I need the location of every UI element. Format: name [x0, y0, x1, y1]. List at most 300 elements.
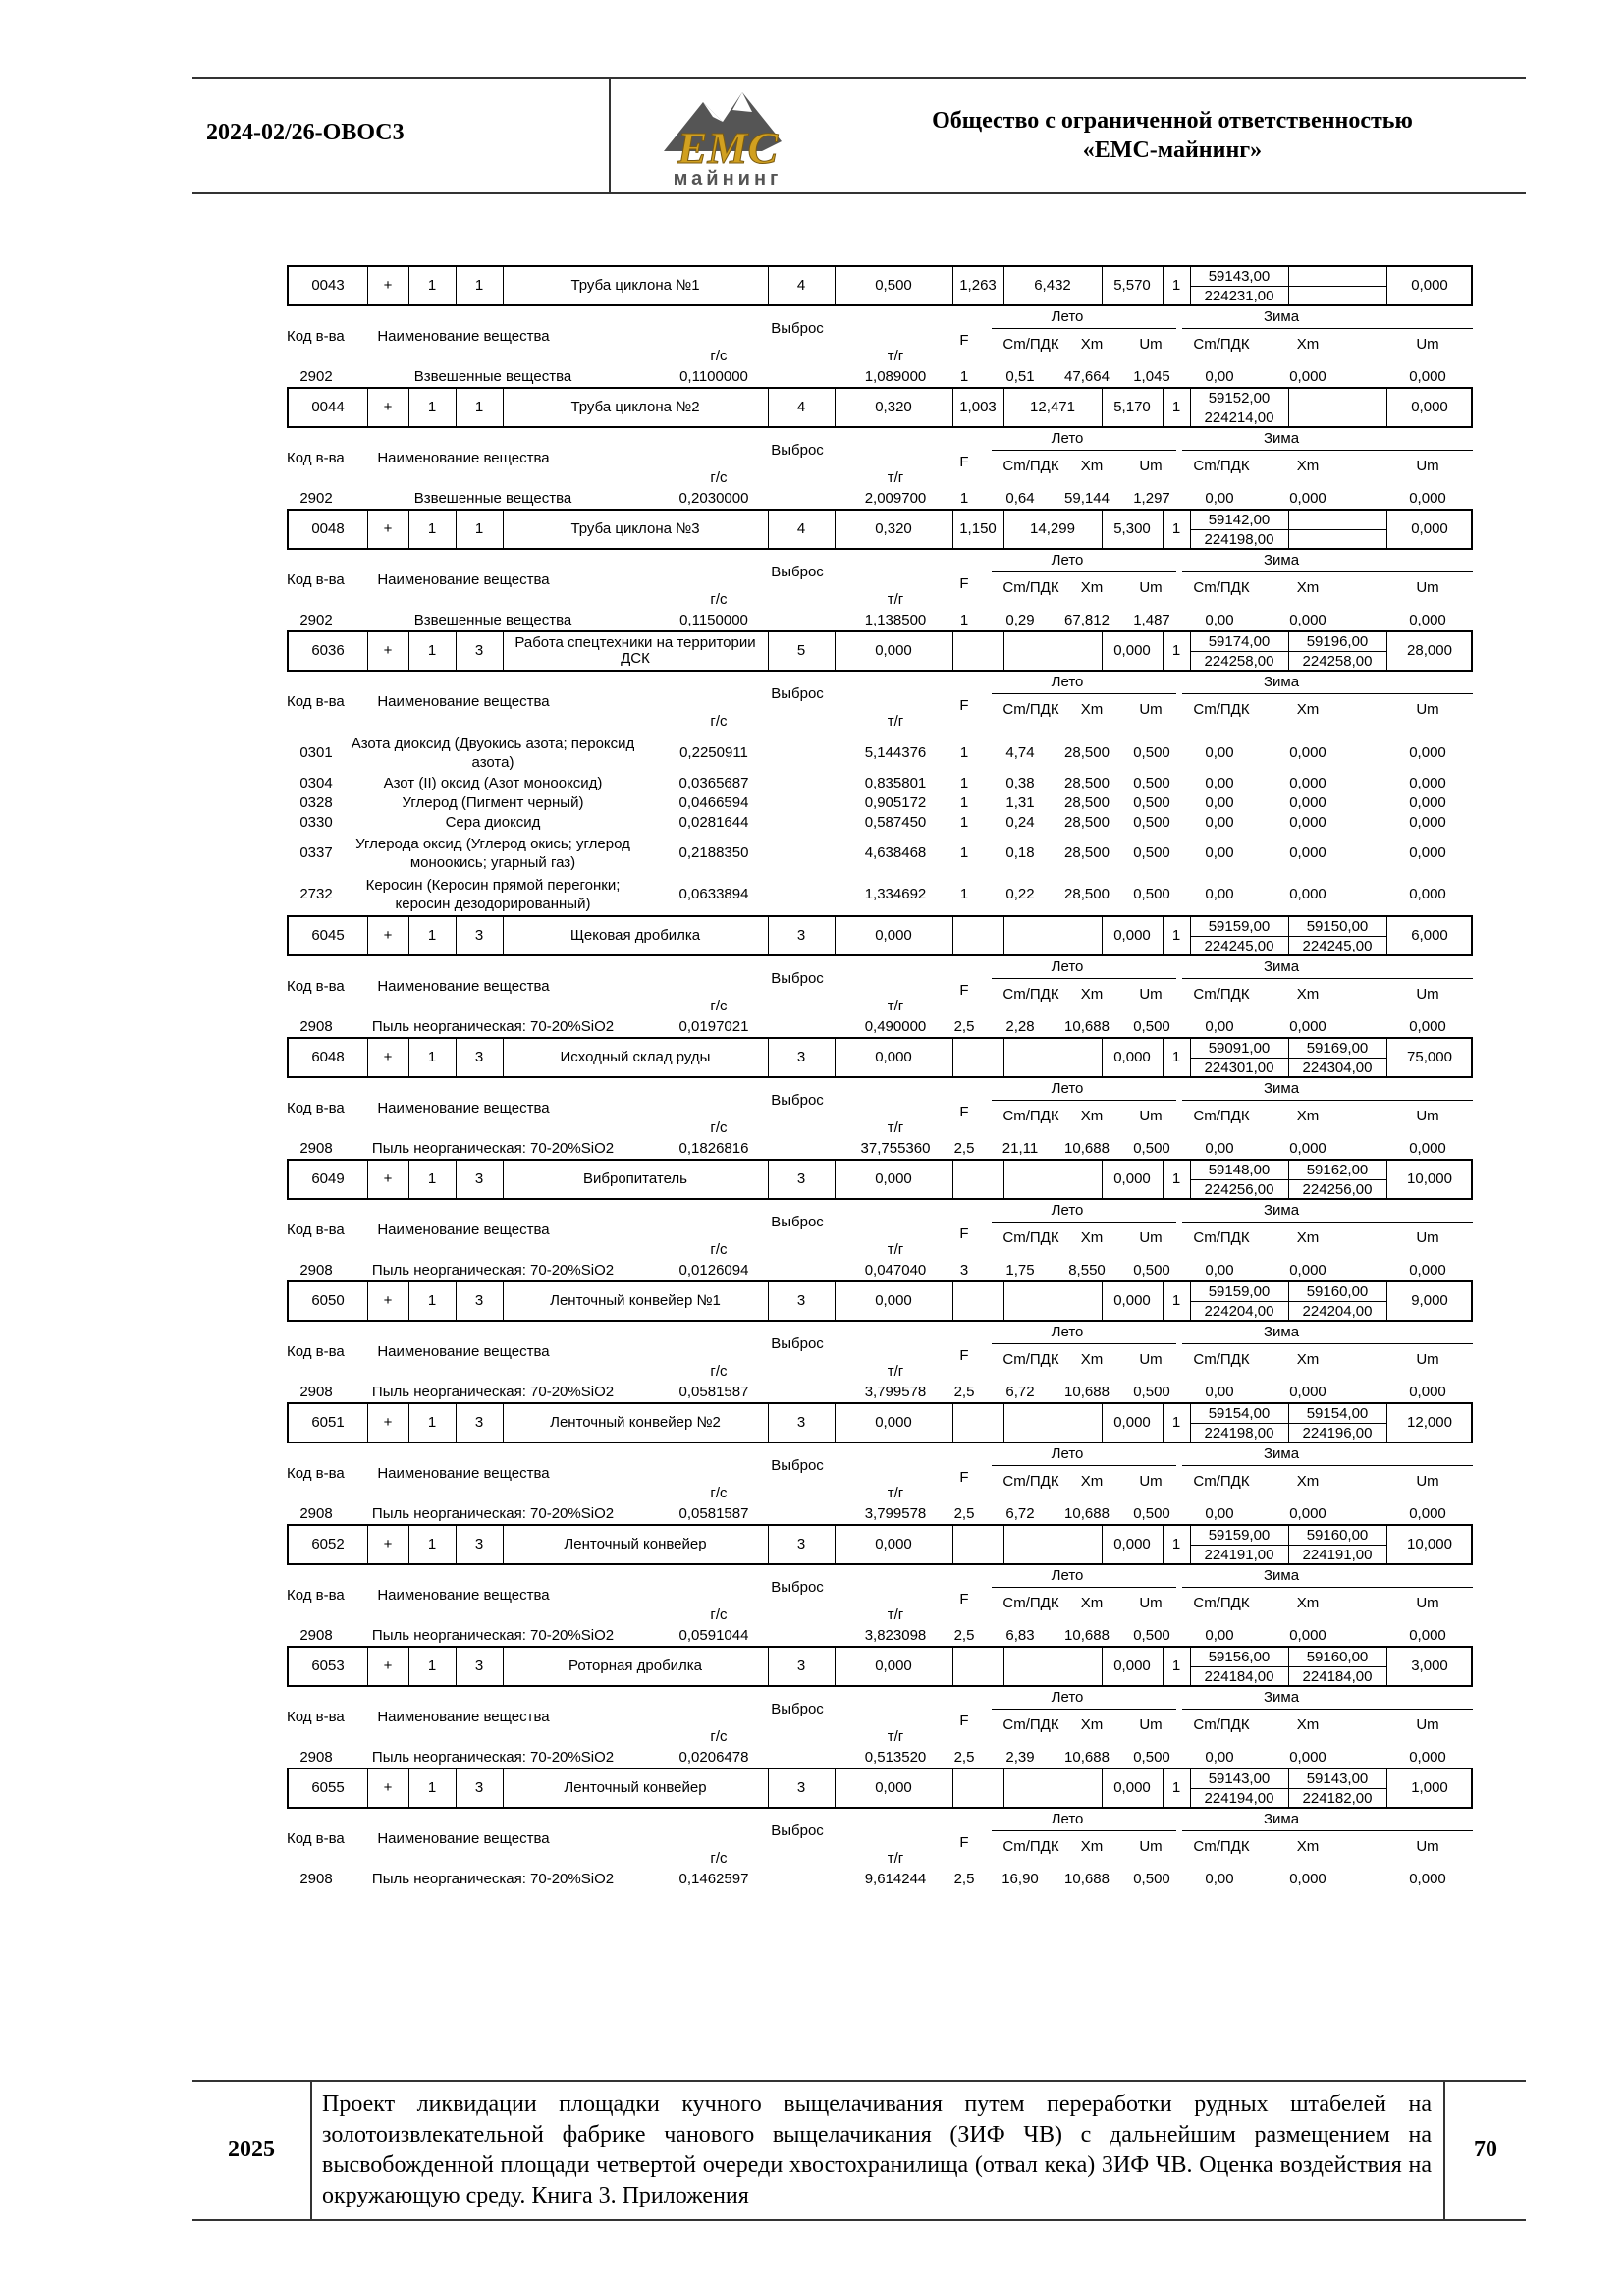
- page-footer: [192, 2080, 1526, 2221]
- label-um: Um: [1139, 579, 1163, 596]
- source-a: 1: [408, 1404, 457, 1442]
- label-tg: т/г: [887, 1363, 904, 1380]
- source-type: 5: [768, 632, 836, 670]
- summer-underline: [992, 1465, 1176, 1466]
- label-emission: Выброс: [771, 1335, 824, 1352]
- label-cm-winter: Cm/ПДК: [1193, 1838, 1250, 1855]
- winter-um: 0,000: [1409, 1749, 1446, 1766]
- winter-um: 0,000: [1409, 844, 1446, 861]
- label-summer: Лето: [1051, 1202, 1084, 1219]
- source-sign: +: [367, 1526, 409, 1563]
- winter-cm: 0,00: [1205, 1505, 1234, 1522]
- substance-code: 2902: [299, 490, 333, 507]
- winter-cm: 0,00: [1205, 744, 1234, 761]
- summer-um: 1,297: [1133, 490, 1170, 507]
- coord-y1: 224184,00: [1204, 1668, 1274, 1685]
- label-um: Um: [1139, 458, 1163, 474]
- source-num: 6052: [289, 1526, 368, 1563]
- source-h: 0,000: [835, 917, 953, 954]
- substance-row: [287, 833, 1473, 874]
- winter-xm: 0,000: [1289, 886, 1326, 902]
- summer-xm: 28,500: [1064, 775, 1110, 791]
- source-width: 9,000: [1411, 1292, 1448, 1309]
- label-cm-winter: Cm/ПДК: [1193, 1351, 1250, 1368]
- label-cm-winter: Cm/ПДК: [1193, 986, 1250, 1003]
- source-n: 1: [1163, 1526, 1191, 1563]
- source-h: 0,000: [835, 1282, 953, 1320]
- source-width: 0,000: [1411, 277, 1448, 294]
- coord-x2: 59160,00: [1306, 1283, 1369, 1300]
- source-n: 1: [1163, 511, 1191, 548]
- source-width: 12,000: [1407, 1414, 1452, 1431]
- summer-um: 1,045: [1133, 368, 1170, 385]
- coord-y1: 224258,00: [1204, 653, 1274, 670]
- source-row: [287, 1646, 1473, 1687]
- label-winter: Зима: [1263, 958, 1300, 975]
- source-a: 1: [408, 632, 457, 670]
- source-type: 3: [768, 1404, 836, 1442]
- winter-xm: 0,000: [1289, 844, 1326, 861]
- summer-um: 0,500: [1133, 775, 1170, 791]
- coord-x2: 59160,00: [1306, 1649, 1369, 1665]
- source-coordinates: [1190, 1526, 1387, 1563]
- coord-y1: 224231,00: [1204, 288, 1274, 304]
- substance-row: [287, 1017, 1473, 1037]
- summer-xm: 10,688: [1064, 1627, 1110, 1644]
- source-n: 1: [1163, 1648, 1191, 1685]
- label-cm: Cm/ПДК: [1002, 1229, 1059, 1246]
- coord-y2: [1288, 408, 1386, 428]
- label-code: Код в-ва: [287, 328, 345, 345]
- source-d: [952, 632, 1004, 670]
- label-summer: Лето: [1051, 308, 1084, 325]
- label-winter: Зима: [1263, 1811, 1300, 1827]
- source-row: [287, 1037, 1473, 1078]
- substance-code: 0304: [299, 775, 333, 791]
- label-tg: т/г: [887, 348, 904, 364]
- f-value: 2,5: [953, 1140, 975, 1157]
- source-h: 0,500: [835, 267, 953, 304]
- winter-xm: 0,000: [1289, 612, 1326, 628]
- summer-cm: 16,90: [1001, 1871, 1039, 1887]
- f-value: 1: [959, 844, 969, 861]
- org-line1: Общество с ограниченной ответственностью: [932, 108, 1413, 134]
- winter-um: 0,000: [1409, 886, 1446, 902]
- coord-y1: 224194,00: [1204, 1790, 1274, 1807]
- substance-code: 2908: [299, 1505, 333, 1522]
- substance-row: [287, 489, 1473, 509]
- emission-tg: 9,614244: [864, 1871, 927, 1887]
- substance-name: Керосин (Керосин прямой перегонки; керосин дезодорированный): [365, 877, 621, 912]
- source-h: 0,320: [835, 389, 953, 426]
- label-xm-winter: Xm: [1296, 701, 1320, 718]
- substance-code: 0301: [299, 744, 333, 761]
- substance-header: [287, 550, 1473, 611]
- source-h: 0,000: [835, 632, 953, 670]
- label-xm: Xm: [1080, 1716, 1104, 1733]
- label-gs: г/с: [710, 348, 728, 364]
- summer-xm: 28,500: [1064, 844, 1110, 861]
- label-cm-winter: Cm/ПДК: [1193, 579, 1250, 596]
- f-value: 1: [959, 814, 969, 831]
- emission-gs: 0,1100000: [679, 368, 748, 385]
- source-a: 1: [408, 511, 457, 548]
- label-winter: Зима: [1263, 1202, 1300, 1219]
- source-num: 6050: [289, 1282, 368, 1320]
- source-b: 3: [456, 1769, 504, 1807]
- coord-x2: 59150,00: [1306, 918, 1369, 935]
- substance-row: [287, 1504, 1473, 1524]
- winter-underline: [1182, 1830, 1473, 1831]
- summer-cm: 1,31: [1005, 794, 1035, 811]
- label-xm: Xm: [1080, 1595, 1104, 1611]
- label-name: Наименование вещества: [377, 693, 550, 710]
- label-winter: Зима: [1263, 1445, 1300, 1462]
- label-summer: Лето: [1051, 552, 1084, 569]
- summer-cm: 0,64: [1005, 490, 1035, 507]
- substance-code: 2908: [299, 1018, 333, 1035]
- emission-gs: 0,0126094: [678, 1262, 749, 1279]
- label-um: Um: [1139, 701, 1163, 718]
- label-um-winter: Um: [1416, 1595, 1439, 1611]
- label-summer: Лето: [1051, 1080, 1084, 1097]
- logo-text-bottom: майнинг: [673, 168, 783, 189]
- winter-cm: 0,00: [1205, 1384, 1234, 1400]
- source-name: Работа спецтехники на территории ДСК: [503, 632, 769, 670]
- substance-code: 2908: [299, 1749, 333, 1766]
- summer-um: 0,500: [1133, 1627, 1170, 1644]
- summer-cm: 6,83: [1005, 1627, 1035, 1644]
- source-width: 0,000: [1411, 399, 1448, 415]
- label-xm: Xm: [1080, 579, 1104, 596]
- source-coordinates: [1190, 1282, 1387, 1320]
- source-a: 1: [408, 1282, 457, 1320]
- source-width: 0,000: [1411, 520, 1448, 537]
- f-value: 2,5: [953, 1627, 975, 1644]
- coord-x2: 59162,00: [1306, 1162, 1369, 1178]
- coord-y1: 224198,00: [1204, 531, 1274, 548]
- label-emission: Выброс: [771, 442, 824, 459]
- page-header: [192, 77, 1526, 194]
- label-cm-winter: Cm/ПДК: [1193, 1473, 1250, 1490]
- winter-um: 0,000: [1409, 368, 1446, 385]
- substance-code: 2902: [299, 612, 333, 628]
- substance-name: Азот (II) оксид (Азот монооксид): [383, 775, 603, 791]
- winter-underline: [1182, 571, 1473, 572]
- label-cm: Cm/ПДК: [1002, 986, 1059, 1003]
- emission-gs: 0,1150000: [679, 612, 748, 628]
- source-name: Роторная дробилка: [503, 1648, 769, 1685]
- label-winter: Зима: [1263, 308, 1300, 325]
- label-f: F: [959, 1591, 969, 1607]
- source-sign: +: [367, 1769, 409, 1807]
- label-summer: Лето: [1051, 1324, 1084, 1340]
- summer-underline: [992, 1709, 1176, 1710]
- summer-cm: 0,22: [1005, 886, 1035, 902]
- emission-tg: 1,334692: [864, 886, 927, 902]
- f-value: 1: [959, 368, 969, 385]
- label-f: F: [959, 1834, 969, 1851]
- summer-cm: 0,29: [1005, 612, 1035, 628]
- coord-x2: [1288, 389, 1386, 408]
- source-row: [287, 1159, 1473, 1200]
- winter-cm: 0,00: [1205, 1749, 1234, 1766]
- source-type: 3: [768, 1282, 836, 1320]
- source-num: 0043: [289, 267, 368, 304]
- emission-tg: 1,089000: [864, 368, 927, 385]
- label-xm-winter: Xm: [1296, 1473, 1320, 1490]
- label-emission: Выброс: [771, 1457, 824, 1474]
- winter-xm: 0,000: [1289, 368, 1326, 385]
- winter-underline: [1182, 1465, 1473, 1466]
- label-tg: т/г: [887, 1119, 904, 1136]
- substance-row: [287, 1626, 1473, 1646]
- emission-gs: 0,0581587: [678, 1505, 749, 1522]
- winter-underline: [1182, 450, 1473, 451]
- winter-xm: 0,000: [1289, 775, 1326, 791]
- substance-name: Пыль неорганическая: 70-20%SiO2: [371, 1018, 615, 1035]
- label-cm-winter: Cm/ПДК: [1193, 1595, 1250, 1611]
- source-b: 3: [456, 632, 504, 670]
- source-d: 1,150: [952, 511, 1004, 548]
- source-d: [952, 1161, 1004, 1198]
- substance-header: [287, 1200, 1473, 1261]
- label-code: Код в-ва: [287, 450, 345, 466]
- source-w: [1003, 1526, 1103, 1563]
- source-n: 1: [1163, 1161, 1191, 1198]
- substance-header: [287, 306, 1473, 367]
- source-h: 0,000: [835, 1404, 953, 1442]
- source-name: Труба циклона №1: [503, 267, 769, 304]
- source-width: 75,000: [1407, 1049, 1452, 1065]
- source-name: Исходный склад руды: [503, 1039, 769, 1076]
- source-w: 14,299: [1003, 511, 1103, 548]
- source-v: 5,570: [1102, 267, 1164, 304]
- coord-x1: 59159,00: [1208, 1527, 1271, 1544]
- label-tg: т/г: [887, 1485, 904, 1501]
- source-a: 1: [408, 917, 457, 954]
- summer-underline: [992, 693, 1176, 694]
- label-emission: Выброс: [771, 1579, 824, 1596]
- f-value: 2,5: [953, 1384, 975, 1400]
- winter-um: 0,000: [1409, 775, 1446, 791]
- label-f: F: [959, 575, 969, 592]
- coord-x1: 59142,00: [1208, 512, 1271, 528]
- coord-x2: 59169,00: [1306, 1040, 1369, 1057]
- source-num: 6053: [289, 1648, 368, 1685]
- label-xm-winter: Xm: [1296, 1716, 1320, 1733]
- source-name: Ленточный конвейер: [503, 1526, 769, 1563]
- label-xm-winter: Xm: [1296, 986, 1320, 1003]
- label-winter: Зима: [1263, 1567, 1300, 1584]
- source-b: 3: [456, 1648, 504, 1685]
- label-gs: г/с: [710, 1850, 728, 1867]
- label-um-winter: Um: [1416, 458, 1439, 474]
- emission-tg: 5,144376: [864, 744, 927, 761]
- label-cm: Cm/ПДК: [1002, 1108, 1059, 1124]
- substance-code: 0337: [299, 844, 333, 861]
- f-value: 1: [959, 775, 969, 791]
- label-gs: г/с: [710, 998, 728, 1014]
- summer-xm: 28,500: [1064, 744, 1110, 761]
- label-tg: т/г: [887, 713, 904, 730]
- source-h: 0,000: [835, 1039, 953, 1076]
- source-coordinates: [1190, 1404, 1387, 1442]
- emission-gs: 0,0206478: [678, 1749, 749, 1766]
- f-value: 3: [959, 1262, 969, 1279]
- source-type: 3: [768, 1526, 836, 1563]
- emission-gs: 0,0281644: [678, 814, 749, 831]
- substance-row: [287, 813, 1473, 833]
- source-coordinates: [1190, 1039, 1387, 1076]
- substance-code: 0328: [299, 794, 333, 811]
- emission-gs: 0,0591044: [678, 1627, 749, 1644]
- winter-cm: 0,00: [1205, 886, 1234, 902]
- source-b: 3: [456, 1282, 504, 1320]
- winter-xm: 0,000: [1289, 1627, 1326, 1644]
- label-um: Um: [1139, 1595, 1163, 1611]
- header-divider: [609, 79, 611, 192]
- source-a: 1: [408, 1161, 457, 1198]
- label-name: Наименование вещества: [377, 1830, 550, 1847]
- winter-underline: [1182, 1709, 1473, 1710]
- source-coordinates: [1190, 632, 1387, 670]
- winter-cm: 0,00: [1205, 814, 1234, 831]
- coord-x2: [1288, 267, 1386, 287]
- coord-y2: 224196,00: [1302, 1425, 1373, 1442]
- label-um-winter: Um: [1416, 336, 1439, 353]
- label-name: Наименование вещества: [377, 978, 550, 995]
- label-name: Наименование вещества: [377, 571, 550, 588]
- source-name: Ленточный конвейер №1: [503, 1282, 769, 1320]
- summer-underline: [992, 978, 1176, 979]
- coord-x1: 59174,00: [1208, 633, 1271, 650]
- label-summer: Лето: [1051, 1567, 1084, 1584]
- source-n: 1: [1163, 1404, 1191, 1442]
- source-coordinates: [1190, 267, 1387, 304]
- source-sign: +: [367, 917, 409, 954]
- summer-cm: 0,24: [1005, 814, 1035, 831]
- emission-gs: 0,0633894: [678, 886, 749, 902]
- source-n: 1: [1163, 1282, 1191, 1320]
- substance-header: [287, 1809, 1473, 1870]
- source-a: 1: [408, 1039, 457, 1076]
- summer-xm: 8,550: [1068, 1262, 1106, 1279]
- winter-underline: [1182, 1100, 1473, 1101]
- label-tg: т/г: [887, 1728, 904, 1745]
- label-cm: Cm/ПДК: [1002, 336, 1059, 353]
- label-tg: т/г: [887, 998, 904, 1014]
- label-code: Код в-ва: [287, 693, 345, 710]
- source-v: 0,000: [1102, 1769, 1164, 1807]
- summer-xm: 10,688: [1064, 1505, 1110, 1522]
- winter-um: 0,000: [1409, 1384, 1446, 1400]
- source-w: 12,471: [1003, 389, 1103, 426]
- source-v: 0,000: [1102, 1161, 1164, 1198]
- winter-cm: 0,00: [1205, 612, 1234, 628]
- summer-underline: [992, 1587, 1176, 1588]
- label-xm-winter: Xm: [1296, 1351, 1320, 1368]
- emission-tg: 0,047040: [864, 1262, 927, 1279]
- emission-tg: 37,755360: [860, 1140, 931, 1157]
- summer-cm: 0,38: [1005, 775, 1035, 791]
- label-cm: Cm/ПДК: [1002, 1838, 1059, 1855]
- substance-row: [287, 1261, 1473, 1280]
- substance-header: [287, 428, 1473, 489]
- source-row: [287, 509, 1473, 550]
- label-code: Код в-ва: [287, 1709, 345, 1725]
- source-w: [1003, 1282, 1103, 1320]
- label-xm: Xm: [1080, 1229, 1104, 1246]
- winter-um: 0,000: [1409, 1627, 1446, 1644]
- label-cm-winter: Cm/ПДК: [1193, 1108, 1250, 1124]
- label-um: Um: [1139, 1108, 1163, 1124]
- source-w: 6,432: [1003, 267, 1103, 304]
- winter-xm: 0,000: [1289, 814, 1326, 831]
- coord-x2: 59143,00: [1306, 1770, 1369, 1787]
- winter-cm: 0,00: [1205, 1262, 1234, 1279]
- emission-tg: 0,587450: [864, 814, 927, 831]
- substance-name: Взвешенные вещества: [413, 490, 572, 507]
- label-gs: г/с: [710, 591, 728, 608]
- winter-xm: 0,000: [1289, 794, 1326, 811]
- label-gs: г/с: [710, 1119, 728, 1136]
- source-v: 0,000: [1102, 1282, 1164, 1320]
- label-um-winter: Um: [1416, 1838, 1439, 1855]
- source-sign: +: [367, 632, 409, 670]
- document-code: 2024-02/26-ОВОС3: [206, 120, 405, 145]
- label-xm: Xm: [1080, 1838, 1104, 1855]
- substance-name: Взвешенные вещества: [413, 612, 572, 628]
- coord-x1: 59091,00: [1208, 1040, 1271, 1057]
- source-type: 3: [768, 1769, 836, 1807]
- f-value: 2,5: [953, 1749, 975, 1766]
- substance-header: [287, 672, 1473, 733]
- label-winter: Зима: [1263, 1080, 1300, 1097]
- label-gs: г/с: [710, 1728, 728, 1745]
- label-xm-winter: Xm: [1296, 1108, 1320, 1124]
- coord-y1: 224245,00: [1204, 938, 1274, 954]
- substance-name: Углерода оксид (Углерод окись; углерод моноокись; угарный газ): [355, 836, 630, 871]
- label-um-winter: Um: [1416, 1473, 1439, 1490]
- label-code: Код в-ва: [287, 1222, 345, 1238]
- source-v: 0,000: [1102, 1404, 1164, 1442]
- label-tg: т/г: [887, 1850, 904, 1867]
- label-um: Um: [1139, 1229, 1163, 1246]
- summer-cm: 6,72: [1005, 1505, 1035, 1522]
- substance-code: 2908: [299, 1384, 333, 1400]
- substance-name: Пыль неорганическая: 70-20%SiO2: [371, 1384, 615, 1400]
- source-num: 0048: [289, 511, 368, 548]
- label-emission: Выброс: [771, 970, 824, 987]
- emission-tg: 3,799578: [864, 1505, 927, 1522]
- substance-row: [287, 874, 1473, 915]
- winter-um: 0,000: [1409, 794, 1446, 811]
- substance-row: [287, 793, 1473, 813]
- coord-x2: 59196,00: [1306, 633, 1369, 650]
- substance-header: [287, 1443, 1473, 1504]
- page-number: 70: [1474, 2137, 1497, 2162]
- label-winter: Зима: [1263, 552, 1300, 569]
- coord-y2: [1288, 287, 1386, 306]
- source-b: 1: [456, 389, 504, 426]
- f-value: 2,5: [953, 1505, 975, 1522]
- label-f: F: [959, 982, 969, 999]
- emission-gs: 0,2250911: [679, 744, 748, 761]
- winter-xm: 0,000: [1289, 744, 1326, 761]
- source-num: 6055: [289, 1769, 368, 1807]
- substance-header: [287, 1078, 1473, 1139]
